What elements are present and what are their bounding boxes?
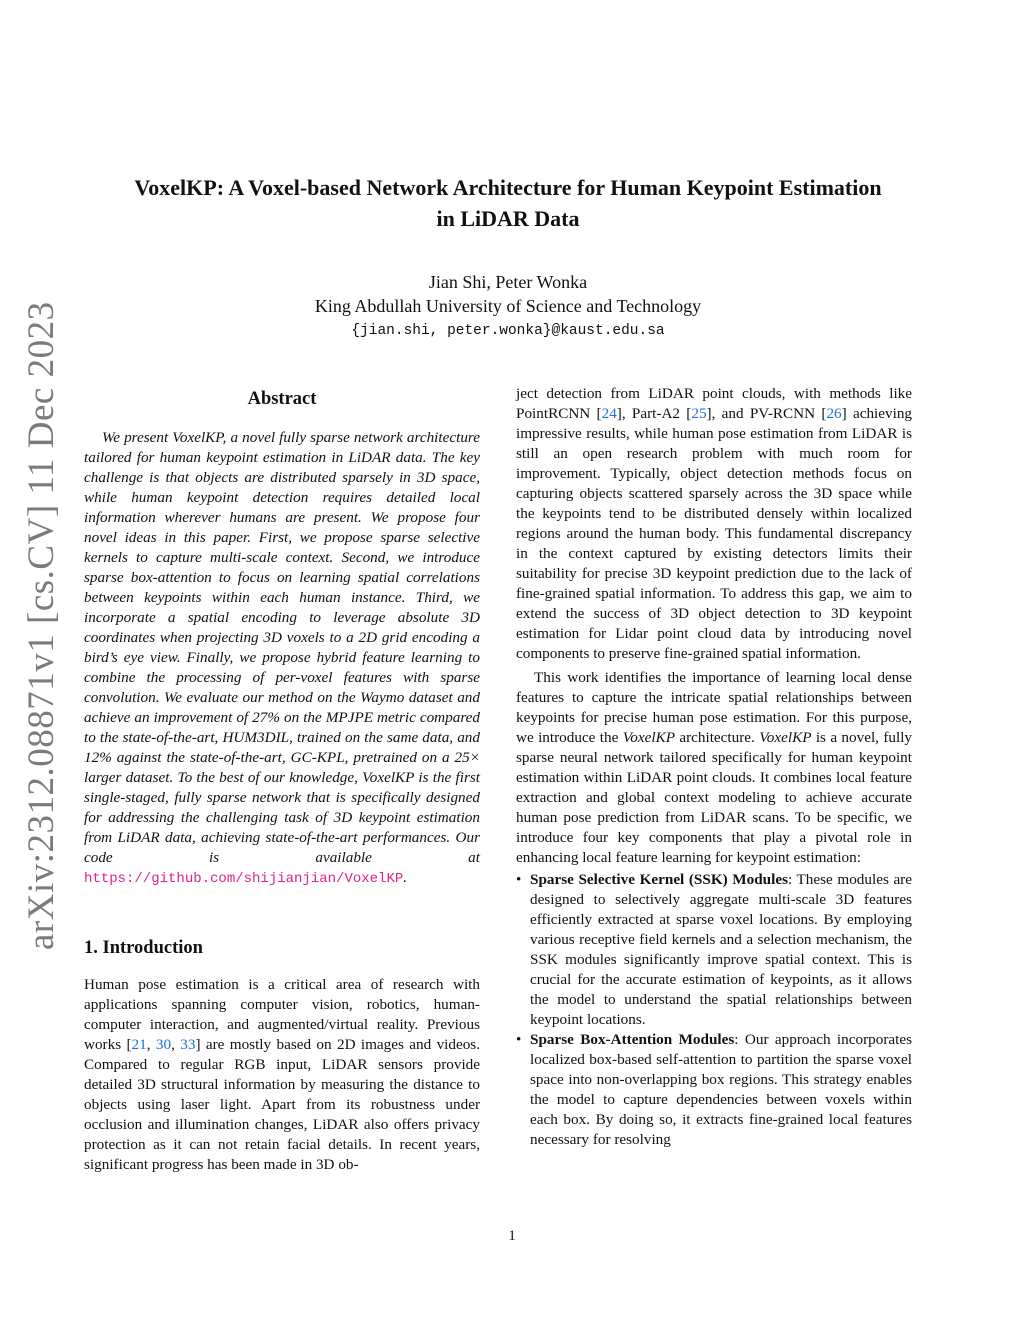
list-item <box>516 870 912 1030</box>
key-components-list <box>516 870 912 1150</box>
list-item <box>516 1030 912 1150</box>
intro-p1-continued-text: ject detection from LiDAR point clouds, with methods like PointRCNN [ <box>516 385 912 422</box>
bullet-icon: • <box>516 871 522 888</box>
list-item-text: : Our approach incorporates localized box-based self-attention to partition the sparse voxel space into non-overlapping box regions. This strategy enables the model to capture dependencies between voxels within each box. By doing so, it extracts fine-grained local features necessary for resolving <box>530 1031 912 1148</box>
intro-p1-part-d: ], and PV-RCNN [ <box>706 405 827 422</box>
voxelkp-name: VoxelKP <box>759 729 812 746</box>
intro-paragraph-1-continued <box>516 384 912 664</box>
intro-p2-part-c: is a novel, fully sparse neural network tailored specifically for human keypoint estimation within LiDAR point clouds. It combines local feature extraction and global context modeling to achieve accurate human pose prediction from LiDAR scans. To be specific, we introduce four key components that play a pivotal role in enhancing local feature learning for keypoint estimation: <box>516 729 913 866</box>
list-item-title: Sparse Selective Kernel (SSK) Modules <box>530 871 788 888</box>
citation-25[interactable]: 25 <box>691 405 707 422</box>
intro-p2-part-a: This work identifies the importance of learning local dense features to capture the intricate spatial relationships between keypoints for precise human pose estimation. For this purpose, we introduce the <box>516 669 912 746</box>
title-line-2: in LiDAR Data <box>436 206 580 231</box>
title-line-1: VoxelKP: A Voxel-based Network Architecture for Human Keypoint Estimation <box>134 175 882 200</box>
list-item-title: Sparse Box-Attention Modules <box>530 1031 735 1048</box>
list-item-text: : These modules are designed to selectively aggregate multi-scale 3D features efficiently extracted at sparse voxel locations. By employing various receptive field kernels and a selection mechanism, the SSK modules significantly improve spatial context. This is crucial for the accurate estimation of keypoints, as it allows the model to understand the spatial relationships between keypoint locations. <box>530 871 912 1028</box>
arxiv-identifier: arXiv:2312.08871v1 [cs.CV] 11 Dec 2023 <box>21 301 62 950</box>
page-number: 1 <box>508 1227 516 1244</box>
author-email: {jian.shi, peter.wonka}@kaust.edu.sa <box>351 323 665 339</box>
intro-paragraph-2 <box>516 668 912 868</box>
abstract-text <box>84 428 480 889</box>
bullet-icon: • <box>516 1031 522 1048</box>
citation-26[interactable]: 26 <box>826 405 842 422</box>
citation-33[interactable]: 33 <box>180 1036 196 1053</box>
citation-24[interactable]: 24 <box>601 405 617 422</box>
authors: Jian Shi, Peter Wonka <box>428 272 588 292</box>
abstract-heading: Abstract <box>247 389 317 409</box>
intro-p2-part-b: architecture. <box>675 729 760 746</box>
voxelkp-name: VoxelKP <box>622 729 675 746</box>
citation-21[interactable]: 21 <box>131 1036 147 1053</box>
abstract-body: We present VoxelKP, a novel fully sparse network architecture tailored for human keypoint estimation in LiDAR data. The key challenge is that objects are distributed sparsely in 3D space, while human keypoint detection requires detailed local information wherever humans are present. We propose four novel ideas in this paper. First, we propose sparse selective kernels to capture multi-scale context. Second, we introduce sparse box-attention to focus on learning spatial correlations between keypoints within each human instance. Third, we incorporate a spatial encoding to leverage absolute 3D coordinates when projecting 3D voxels to a 2D grid encoding a bird’s eye view. Finally, we propose hybrid feature learning to combine the processing of per-voxel features with sparse convolution. We evaluate our method on the Waymo dataset and achieve an improvement of 27% on the MPJPE metric compared to the state-of-the-art, HUM3DIL, trained on the same data, and 12% against the state-of-the-art, GC-KPL, pretrained on a 25× larger dataset. To the best of our knowledge, VoxelKP is the first single-staged, fully sparse network that is specifically designed for addressing the challenging task of 3D keypoint estimation from LiDAR data, achieving state-of-the-art performances. Our code is available at <box>84 429 480 866</box>
right-column <box>516 384 912 1150</box>
affiliation: King Abdullah University of Science and Technology <box>314 296 702 316</box>
intro-p1-part-a: Human pose estimation is a critical area of research with applications spanning computer vision, robotics, human-computer interaction, and augmented/virtual reality. Previous works [ <box>84 976 480 1053</box>
citation-30[interactable]: 30 <box>155 1036 172 1053</box>
intro-p1-part-c: ], Part-A2 [ <box>616 405 692 422</box>
code-link[interactable]: https://github.com/shijianjian/VoxelKP <box>84 871 404 887</box>
intro-p1-part-b: ] are mostly based on 2D images and videos. Compared to regular RGB input, LiDAR sensors provide detailed 3D structural information by measuring the distance to objects using laser light. Apart from its robustness under occlusion and illumination changes, LiDAR also offers privacy protection as it can not retain facial details. In recent years, significant progress has been made in 3D ob- <box>84 1036 481 1173</box>
intro-p1-part-e: ] achieving impressive results, while human pose estimation from LiDAR is still an open research problem with much room for improvement. Typically, object detection methods focus on capturing objects scattered sparsely across the 3D space while the keypoints tend to be distributed densely within localized regions around the human body. This fundamental discrepancy in the context captured by existing detectors limits their suitability for precise 3D keypoint prediction due to the lack of fine-grained spatial information. To address this gap, we aim to extend the success of 3D object detection to 3D keypoint estimation for Lidar point cloud data by introducing novel components to preserve fine-grained spatial information. <box>516 405 913 662</box>
left-column <box>84 384 480 1175</box>
intro-paragraph-1: Human pose estimation is a critical area of research with applications spanning computer vision, robotics, human-computer interaction, and augmented/virtual reality. Previous works [21, 30, 33] are mostly based on 2D images and videos. Compared to regular RGB input, LiDAR sensors provide detailed 3D structural information by measuring the distance to objects using laser light. Apart from its robustness under occlusion and illumination changes, LiDAR also offers privacy protection as it can not retain facial details. In recent years, significant progress has been made in 3D ob- <box>84 976 481 1173</box>
paper-title <box>84 172 932 234</box>
section-heading-introduction: 1. Introduction <box>84 938 203 958</box>
abstract-end: . <box>403 869 408 886</box>
